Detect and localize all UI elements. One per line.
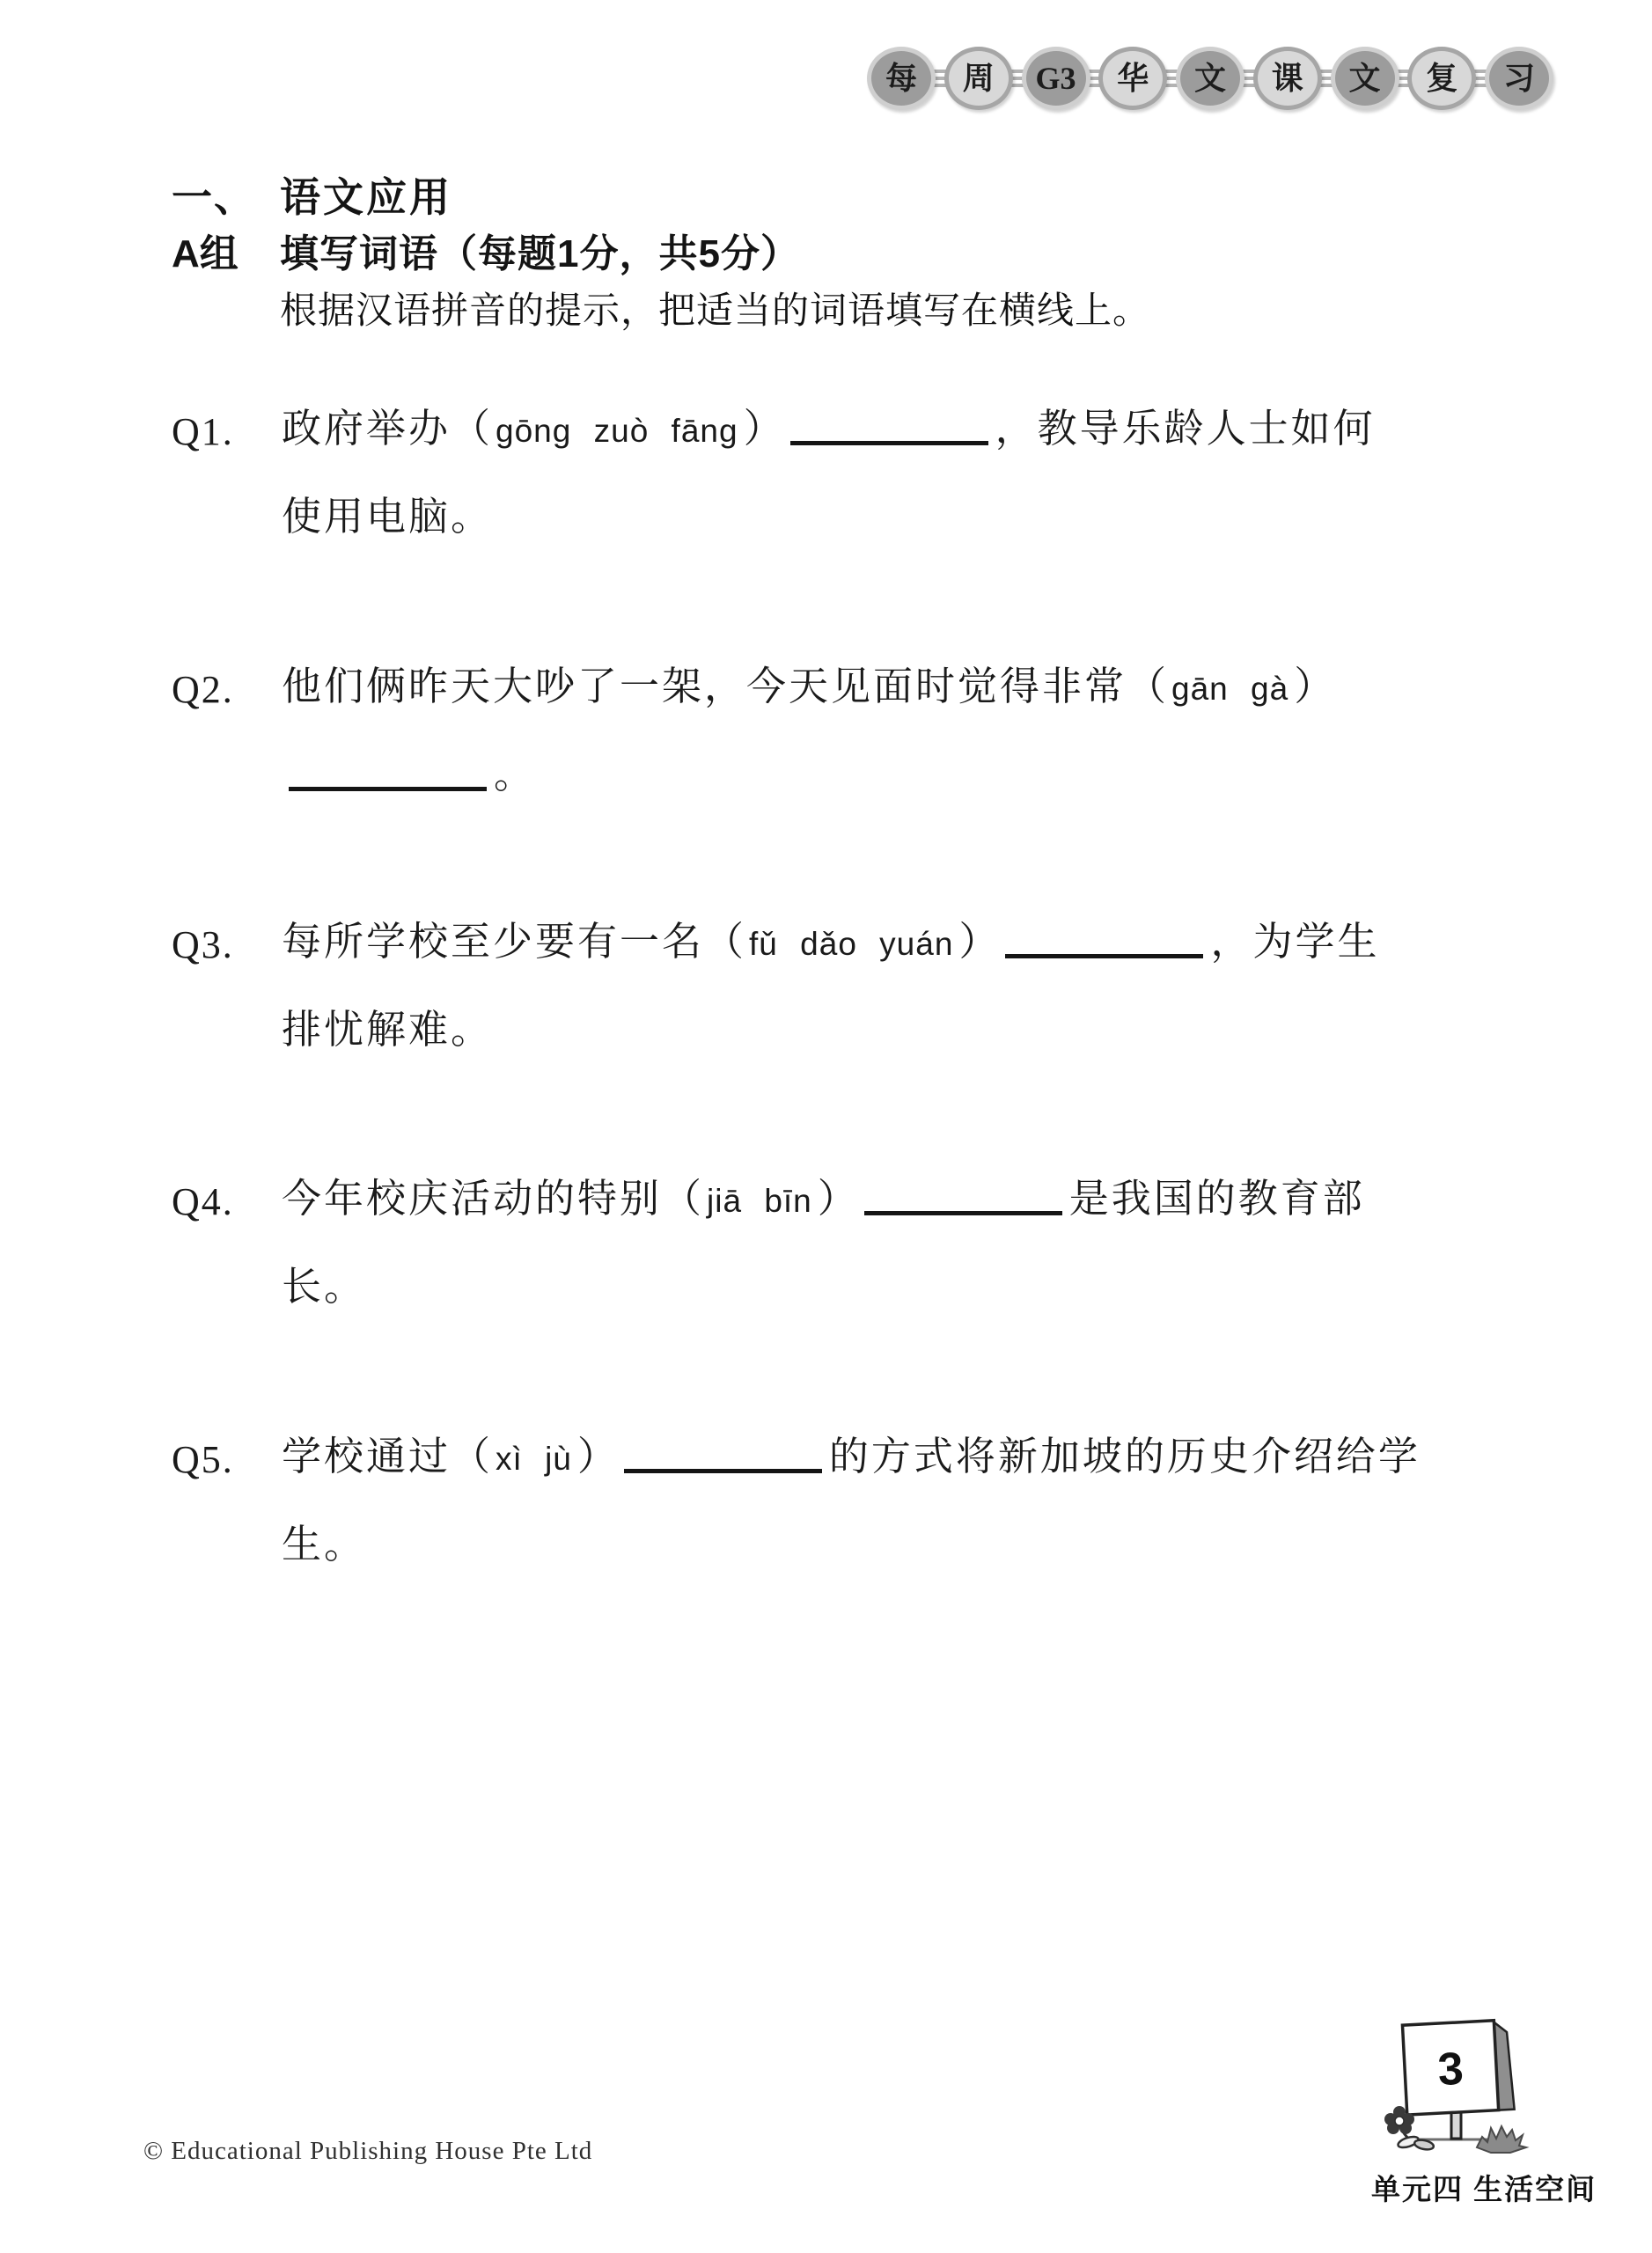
pinyin-paren-close: ） xyxy=(576,1435,617,1479)
sign-board xyxy=(1402,2020,1514,2115)
pinyin-paren-open: （ xyxy=(662,1177,702,1221)
pinyin-hint: xì jù xyxy=(496,1441,572,1477)
question-line xyxy=(282,1010,1514,1050)
group-title: 填写词语（每题1分，共5分） xyxy=(280,232,800,275)
section-number: 一、 xyxy=(172,174,256,220)
question-line xyxy=(282,664,1514,708)
logo-badge-text: G3 xyxy=(1035,61,1076,96)
logo-badge xyxy=(867,47,936,110)
question-text: 学校通过 xyxy=(282,1435,452,1479)
logo-badge-text: 课 xyxy=(1271,61,1303,96)
answer-blank xyxy=(624,1469,822,1473)
question-line xyxy=(282,409,1514,449)
question-text: 排忧解难。 xyxy=(282,1008,494,1052)
question-line xyxy=(282,1437,1514,1477)
logo-badge xyxy=(1331,47,1399,110)
question-line xyxy=(282,1267,1514,1307)
pinyin-paren-close: ） xyxy=(817,1177,857,1221)
question-number: Q1. xyxy=(172,410,234,453)
question-number: Q2. xyxy=(172,668,234,711)
copyright-text: © Educational Publishing House Pte Ltd xyxy=(143,2137,593,2165)
pinyin-paren-close: ） xyxy=(1294,664,1334,708)
question-text: 今年校庆活动的特别 xyxy=(282,1177,663,1221)
page-number-signpost-illustration xyxy=(1378,2014,1567,2161)
pinyin-paren-open: （ xyxy=(1127,664,1167,708)
logo-badge xyxy=(944,47,1013,110)
logo-badge xyxy=(1253,47,1322,110)
pinyin-paren-close: ） xyxy=(958,920,999,964)
group-heading xyxy=(172,222,800,278)
answer-blank xyxy=(1005,954,1203,958)
question-line xyxy=(282,1179,1514,1219)
pinyin-paren-open: （ xyxy=(451,1435,491,1479)
logo-badge-text: 文 xyxy=(1348,61,1381,96)
answer-blank xyxy=(790,441,988,445)
question-line xyxy=(282,752,1514,796)
question-text: 他们俩昨天大吵了一架，今天见面时觉得非常 xyxy=(282,664,1127,708)
pinyin-paren-open: （ xyxy=(704,920,745,964)
question-text: 生。 xyxy=(282,1523,367,1567)
logo-badge-text: 周 xyxy=(962,61,995,96)
logo-badge xyxy=(1022,47,1090,110)
section-heading xyxy=(172,165,452,224)
instruction-text: 根据汉语拼音的提示，把适当的词语填写在横线上。 xyxy=(280,290,1151,331)
logo-badge-text: 每 xyxy=(885,61,917,96)
question-text: 使用电脑。 xyxy=(282,495,494,539)
question-text: 。 xyxy=(494,752,537,796)
question-text: 每所学校至少要有一名 xyxy=(282,920,705,964)
logo-badge xyxy=(1176,47,1245,110)
question-text: 是我国的教育部 xyxy=(1068,1177,1365,1221)
logo-badge-text: 习 xyxy=(1502,61,1535,96)
unit-label: 单元四 生活空间 xyxy=(1371,2173,1597,2205)
answer-blank xyxy=(864,1211,1062,1215)
question-line xyxy=(282,922,1514,962)
group-label: A组 xyxy=(172,232,239,275)
page-number: 3 xyxy=(1436,2043,1465,2096)
logo-badge xyxy=(1485,47,1553,110)
pinyin-hint: gān gà xyxy=(1171,671,1289,707)
logo-badge xyxy=(1407,47,1476,110)
question-text: 政府举办 xyxy=(282,407,452,451)
pinyin-hint: jiā bīn xyxy=(707,1183,812,1219)
header-logo xyxy=(867,46,1553,111)
question-line xyxy=(282,1525,1514,1565)
logo-badge-text: 复 xyxy=(1426,61,1458,96)
question-number: Q5. xyxy=(172,1438,234,1481)
logo-badge-text: 文 xyxy=(1193,61,1226,96)
pinyin-paren-open: （ xyxy=(451,407,491,451)
bush-illustration xyxy=(1477,2126,1526,2153)
section-title: 语文应用 xyxy=(280,174,452,220)
logo-badges xyxy=(867,46,1553,111)
question-number: Q4. xyxy=(172,1180,234,1223)
pinyin-hint: gōng zuò fāng xyxy=(496,413,738,449)
question-number: Q3. xyxy=(172,923,234,966)
pinyin-hint: fǔ dǎo yuán xyxy=(749,926,954,962)
question-text: ，为学生 xyxy=(1210,920,1380,964)
question-line xyxy=(282,497,1514,537)
question-text: ，教导乐龄人士如何 xyxy=(995,407,1376,451)
logo-badge-text: 华 xyxy=(1117,61,1149,96)
answer-blank xyxy=(289,787,487,791)
question-text: 的方式将新加坡的历史介绍给学 xyxy=(828,1435,1421,1479)
pinyin-paren-close: ） xyxy=(743,407,783,451)
question-text: 长。 xyxy=(282,1265,367,1309)
logo-badge xyxy=(1098,47,1167,110)
